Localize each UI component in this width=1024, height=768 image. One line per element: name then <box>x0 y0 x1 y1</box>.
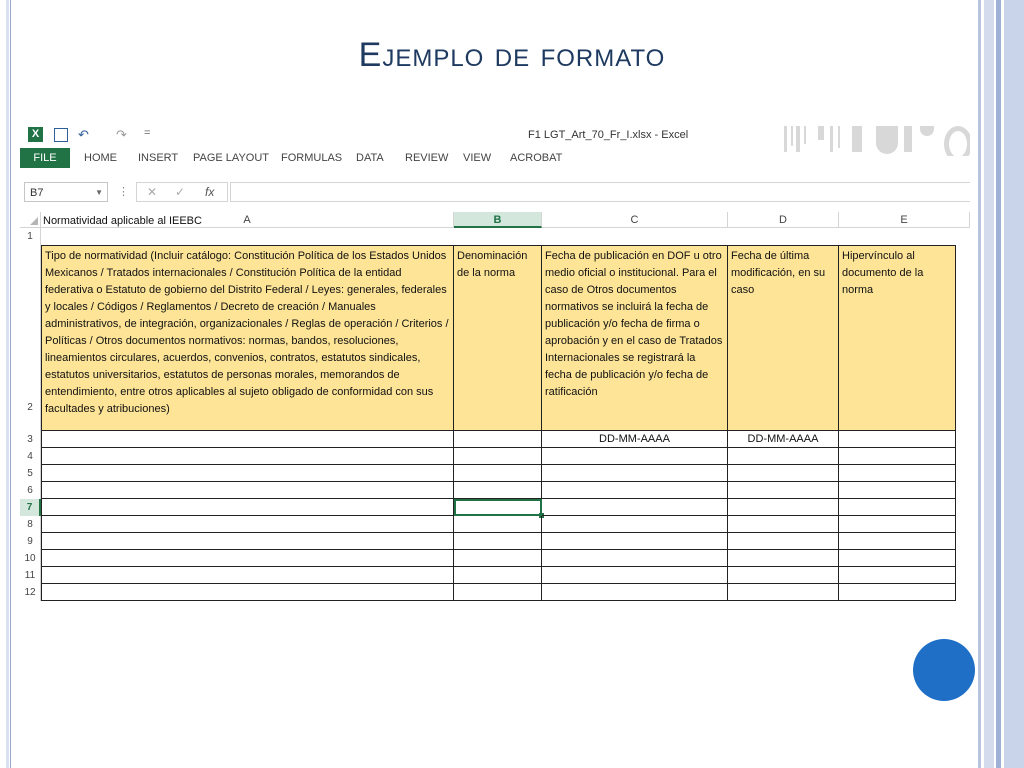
cell-a8[interactable] <box>41 516 454 533</box>
cell-c3[interactable]: DD-MM-AAAA <box>542 431 728 448</box>
cell-e9[interactable] <box>839 533 956 550</box>
quick-access-toolbar <box>20 124 970 146</box>
cell-e10[interactable] <box>839 550 956 567</box>
cell-d12[interactable] <box>728 584 839 601</box>
cell-a3[interactable] <box>41 431 454 448</box>
tab-acrobat[interactable]: ACROBAT <box>510 152 563 164</box>
cell-a9[interactable] <box>41 533 454 550</box>
cell-b2[interactable]: Denominación de la norma <box>454 245 542 431</box>
cell-d9[interactable] <box>728 533 839 550</box>
redo-icon[interactable]: ↷ <box>116 127 127 142</box>
cell-d11[interactable] <box>728 567 839 584</box>
customize-toolbar-icon[interactable]: = <box>144 127 151 139</box>
chevron-down-icon[interactable]: ▼ <box>95 188 103 197</box>
row-header-12[interactable]: 12 <box>20 584 41 601</box>
row-header-9[interactable]: 9 <box>20 533 41 550</box>
cell-a7[interactable] <box>41 499 454 516</box>
row-header-11[interactable]: 11 <box>20 567 41 584</box>
enter-icon[interactable]: ✓ <box>175 185 186 199</box>
row-header-10[interactable]: 10 <box>20 550 41 567</box>
excel-app-icon: X <box>28 127 43 142</box>
column-header-d[interactable]: D <box>728 212 839 228</box>
save-icon[interactable] <box>54 128 68 142</box>
tab-page-layout[interactable]: PAGE LAYOUT <box>193 152 270 164</box>
ribbon-tabs <box>20 148 970 168</box>
cell-d2[interactable]: Fecha de última modificación, en su caso <box>728 245 839 431</box>
more-icon[interactable]: ⋮ <box>118 186 129 198</box>
cell-c4[interactable] <box>542 448 728 465</box>
cell-a12[interactable] <box>41 584 454 601</box>
cell-b12[interactable] <box>454 584 542 601</box>
cell-c8[interactable] <box>542 516 728 533</box>
tab-review[interactable]: REVIEW <box>405 152 449 164</box>
cell-e5[interactable] <box>839 465 956 482</box>
cell-c9[interactable] <box>542 533 728 550</box>
cell-b4[interactable] <box>454 448 542 465</box>
cell-c2[interactable]: Fecha de publicación en DOF u otro medio oficial o institucional. Para el caso de Otros documentos normativos se incluirá la fecha de publicación y/o fecha de firma o aprobación y en el caso de Tratados Internacionales se registrará la fecha de publicación y/o fecha de ratificación <box>542 245 728 431</box>
formula-bar <box>20 182 970 204</box>
formula-input[interactable] <box>230 182 970 202</box>
cell-c12[interactable] <box>542 584 728 601</box>
formula-buttons <box>136 182 228 202</box>
cell-c7[interactable] <box>542 499 728 516</box>
row-header-5[interactable]: 5 <box>20 465 41 482</box>
tab-home[interactable]: HOME <box>84 152 117 164</box>
cell-e7[interactable] <box>839 499 956 516</box>
cell-e2[interactable]: Hipervínculo al documento de la norma <box>839 245 956 431</box>
column-header-c[interactable]: C <box>542 212 728 228</box>
cell-a6[interactable] <box>41 482 454 499</box>
cell-b10[interactable] <box>454 550 542 567</box>
cell-c6[interactable] <box>542 482 728 499</box>
select-all-corner[interactable] <box>20 212 41 228</box>
cell-b7[interactable] <box>454 499 542 516</box>
cell-c5[interactable] <box>542 465 728 482</box>
excel-screenshot <box>20 124 970 602</box>
window-title: F1 LGT_Art_70_Fr_I.xlsx - Excel <box>528 129 689 141</box>
cell-e8[interactable] <box>839 516 956 533</box>
tab-formulas[interactable]: FORMULAS <box>281 152 343 164</box>
row-header-3[interactable]: 3 <box>20 431 41 448</box>
cell-d6[interactable] <box>728 482 839 499</box>
column-header-e[interactable]: E <box>839 212 970 228</box>
cell-d10[interactable] <box>728 550 839 567</box>
row-header-6[interactable]: 6 <box>20 482 41 499</box>
insert-function-icon[interactable]: fx <box>205 185 215 199</box>
cell-b5[interactable] <box>454 465 542 482</box>
cell-b9[interactable] <box>454 533 542 550</box>
cell-e11[interactable] <box>839 567 956 584</box>
slide-left-border <box>0 0 11 768</box>
row-header-1[interactable]: 1 <box>20 228 41 245</box>
cancel-icon[interactable]: ✕ <box>147 185 158 199</box>
cell-d4[interactable] <box>728 448 839 465</box>
cell-a4[interactable] <box>41 448 454 465</box>
cell-d7[interactable] <box>728 499 839 516</box>
cell-a10[interactable] <box>41 550 454 567</box>
row-header-4[interactable]: 4 <box>20 448 41 465</box>
cell-e4[interactable] <box>839 448 956 465</box>
cell-d3[interactable]: DD-MM-AAAA <box>728 431 839 448</box>
cell-a11[interactable] <box>41 567 454 584</box>
name-box[interactable] <box>24 182 108 202</box>
cell-d5[interactable] <box>728 465 839 482</box>
cell-b11[interactable] <box>454 567 542 584</box>
cell-a2[interactable]: Tipo de normatividad (Incluir catálogo: Constitución Política de los Estados Unidos Mexicanos / Tratados internacionales / Constitución Política de la entidad federativa o Estatuto de gobierno del Distrito Federal / Leyes: generales, federales y locales / Códigos / Reglamentos / Decreto de creación / Manuales administrativos, de integración, organizacionales / Reglas de operación / Criterios / Políticas / Otros documentos normativos: normas, bandos, resoluciones, lineamientos circulares, acuerdos, convenios, contratos, estatutos sindicales, estatutos universitarios, estatutos de personas morales, memorandos de entendimiento, entre otros aplicables al sujeto obligado de conformidad con sus facultades y atribuciones) <box>41 245 454 431</box>
cell-a5[interactable] <box>41 465 454 482</box>
cell-e3[interactable] <box>839 431 956 448</box>
cell-a1[interactable]: Normatividad aplicable al IEEBC <box>43 215 202 227</box>
slide-title: Ejemplo de formato <box>358 36 666 74</box>
cell-c10[interactable] <box>542 550 728 567</box>
worksheet <box>20 212 970 602</box>
cell-b6[interactable] <box>454 482 542 499</box>
cell-d8[interactable] <box>728 516 839 533</box>
column-header-a[interactable]: A <box>41 212 454 228</box>
tab-file[interactable]: FILE <box>20 148 70 168</box>
row-header-7[interactable]: 7 <box>20 499 41 516</box>
row-header-8[interactable]: 8 <box>20 516 41 533</box>
name-box-value: B7 <box>30 187 44 199</box>
cell-c11[interactable] <box>542 567 728 584</box>
undo-icon[interactable]: ↶ <box>78 127 89 142</box>
cell-e12[interactable] <box>839 584 956 601</box>
tab-data[interactable]: DATA <box>356 152 384 164</box>
row-header-2[interactable]: 2 <box>20 245 41 431</box>
tab-view[interactable]: VIEW <box>463 152 492 164</box>
column-header-b[interactable]: B <box>454 212 542 228</box>
slide-decoration-circle <box>913 639 975 701</box>
cell-e6[interactable] <box>839 482 956 499</box>
tab-insert[interactable]: INSERT <box>138 152 179 164</box>
slide-right-border <box>978 0 1024 768</box>
cell-b8[interactable] <box>454 516 542 533</box>
cell-b3[interactable] <box>454 431 542 448</box>
